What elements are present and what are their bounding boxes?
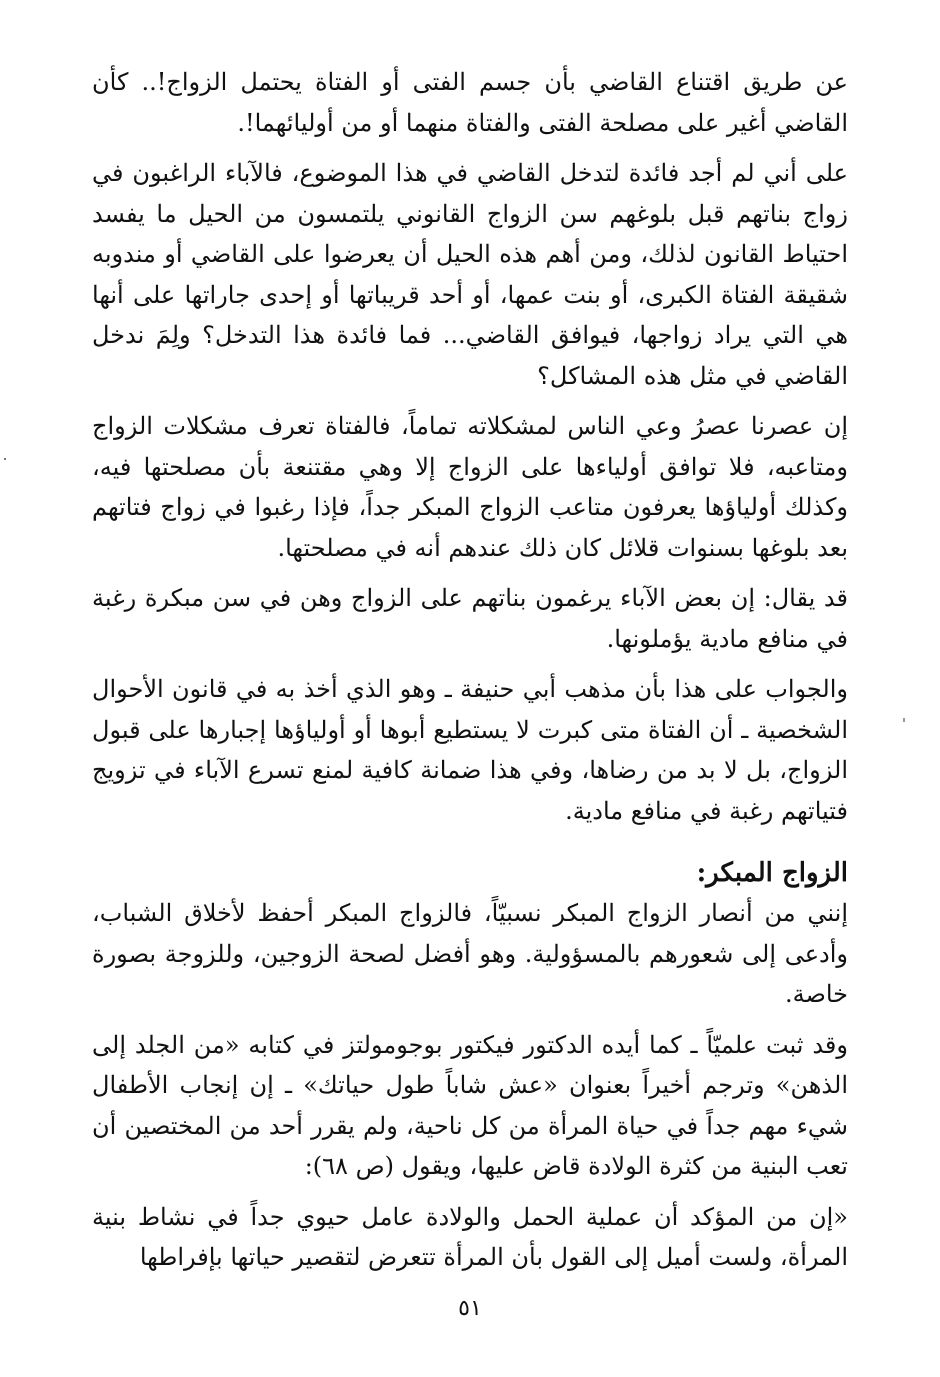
paragraph-4: قد يقال: إن بعض الآباء يرغمون بناتهم على الزواج وهن في سن مبكرة رغبة في منافع مادية يؤملونها. <box>92 584 848 653</box>
page-number: ٥١ <box>458 1296 482 1321</box>
paragraph-3: إن عصرنا عصرُ وعي الناس لمشكلاته تماماً، فالفتاة تعرف مشكلات الزواج ومتاعبه، فلا توافق أولياءها على الزواج إلا وهي مقتنعة بأن مصلحتها فيه، وكذلك أولياؤها يعرفون متاعب الزواج المبكر جداً، فإذا رغبوا في زواج فتاتهم بعد بلوغها بسنوات قلائل كان ذلك عندهم أنه في مصلحتها. <box>92 412 849 562</box>
paragraph-1: عن طريق اقتناع القاضي بأن جسم الفتى أو الفتاة يحتمل الزواج!.. كأن القاضي أغير على مصلحة الفتى والفتاة منهما أو من أوليائهما!. <box>92 68 848 137</box>
paragraph-8: «إن من المؤكد أن عملية الحمل والولادة عامل حيوي جداً في نشاط بنية المرأة، ولست أميل إلى القول بأن المرأة تتعرض لتقصير حياتها بإفراطها <box>92 1202 848 1271</box>
paragraph-2: على أني لم أجد فائدة لتدخل القاضي في هذا الموضوع، فالآباء الراغبون في زواج بناتهم قبل بلوغهم سن الزواج القانوني يلتمسون من الحيل ما يفسد احتياط القانون لذلك، ومن أهم هذه الحيل أن يعرضوا على القاضي أو مندوبه شقيقة الفتاة الكبرى، أو بنت عمها، أو أحد قريباتها أو إحدى جاراتها على أنها هي التي يراد زواجها، فيوافق القاضي... فما فائدة هذا التدخل؟ ولِمَ ندخل القاضي في مثل هذه المشاكل؟ <box>92 159 848 390</box>
scan-speck <box>903 718 905 722</box>
paragraph-5: والجواب على هذا بأن مذهب أبي حنيفة ـ وهو الذي أخذ به في قانون الأحوال الشخصية ـ أن الفتاة متى كبرت لا يستطيع أبوها أو أولياؤها إجبارها على قبول الزواج، بل لا بد من رضاها، وفي هذا ضمانة كافية لمنع تسرع الآباء في تزويج فتياتهم رغبة في منافع مادية. <box>92 675 848 825</box>
paragraph-6: إنني من أنصار الزواج المبكر نسبيّاً، فالزواج المبكر أحفظ لأخلاق الشباب، وأدعى إلى شعورهم بالمسؤولية. وهو أفضل لصحة الزوجين، وللزوجة بصورة خاصة. <box>92 899 848 1008</box>
scan-speck <box>4 458 6 460</box>
page-body <box>92 62 848 1288</box>
section-heading: الزواج المبكر: <box>696 858 848 888</box>
paragraph-7: وقد ثبت علميّاً ـ كما أيده الدكتور فيكتور بوجومولتز في كتابه «من الجلد إلى الذهن» وترجم أخيراً بعنوان «عش شاباً طول حياتك» ـ إن إنجاب الأطفال شيء مهم جداً في حياة المرأة من كل ناحية، ولم يقرر أحد من المختصين أن تعب البنية من كثرة الولادة قاض عليها، ويقول (ص ٦٨): <box>92 1030 848 1180</box>
